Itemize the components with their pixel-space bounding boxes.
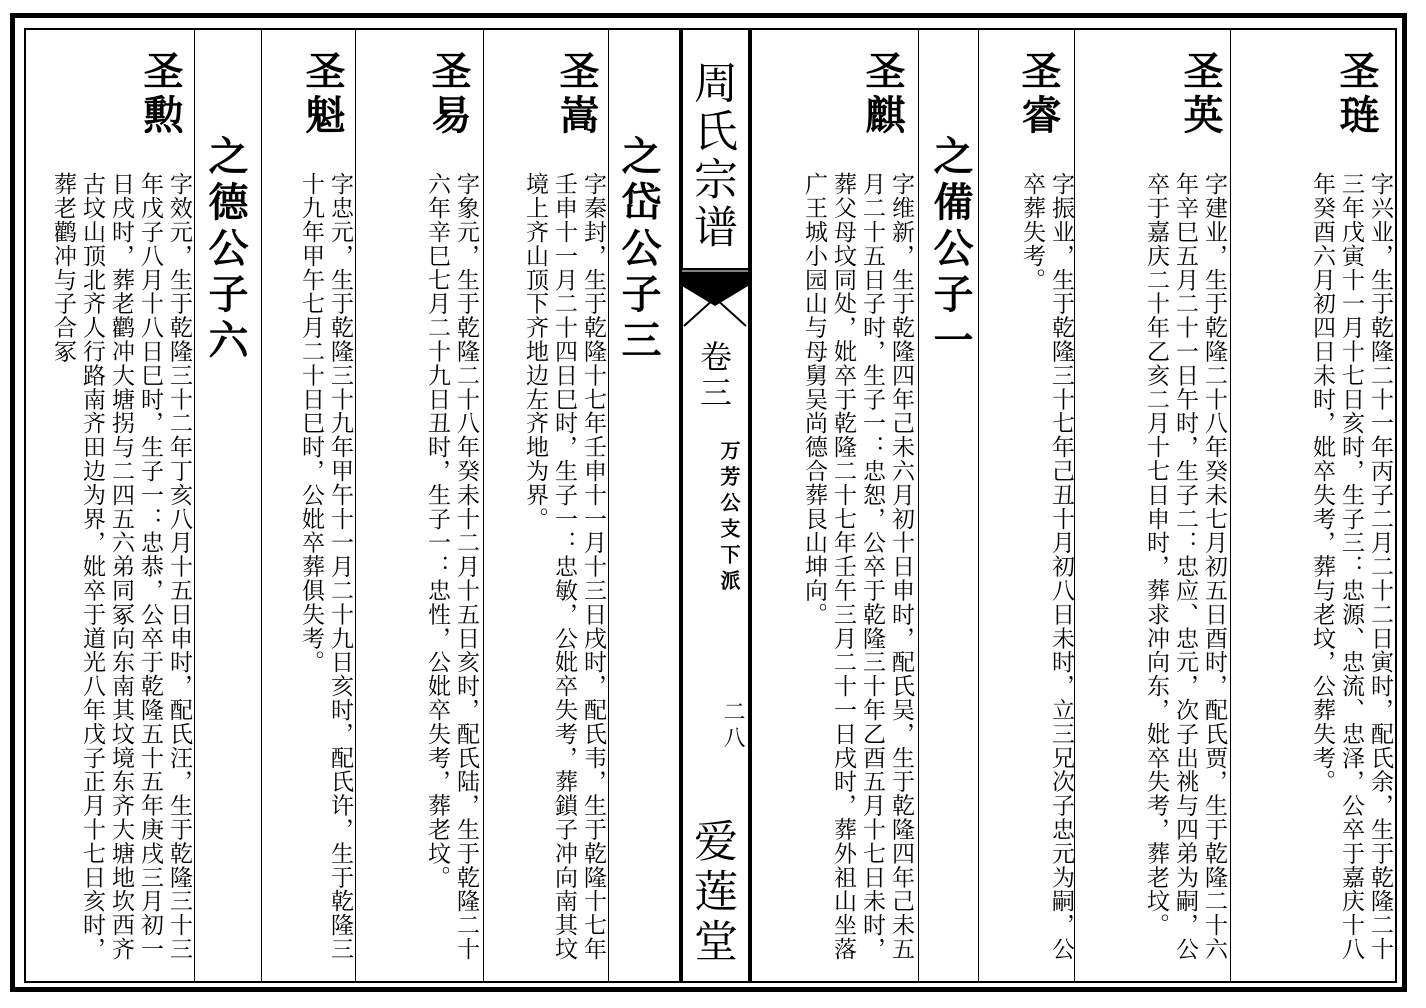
entry-name: 圣嵩 <box>553 50 600 138</box>
entry-text: 字效元，生于乾隆三十二年丁亥八月十五日申时，配氏汪，生于乾隆三十三年戊子八月十八日巳时，生子一：忠恭，公卒于乾隆五十五年庚戌三月初一日戌时，葬老鹳冲大塘拐与二四五六弟同冢向东南其坟境东齐大塘地坎西齐古坟山顶北齐人行路南齐田边为界，妣卒于道光八年戊子正月十七日亥时，葬老鹳冲与子合冢 <box>50 172 192 961</box>
fishtail-ornament <box>682 268 748 328</box>
column-divider <box>261 30 262 981</box>
entry-text: 字秦封，生于乾隆十七年壬申十一月十三日戌时，配氏韦，生于乾隆十七年壬申十一月二十四日巳时，生子一：忠敏，公妣卒失考，葬鎖子冲向南其坟境上齐山顶下齐地边左齐地为界。 <box>522 172 606 961</box>
entry-name: 圣睿 <box>1015 50 1062 138</box>
entry-name: 圣勲 <box>137 50 184 138</box>
entry-text: 字维新，生于乾隆四年己未六月初十日申时，配氏吴，生于乾隆四年己未五月二十五日子时，生子一：忠恕，公卒于乾隆三十年乙酉五月十七日未时，葬父母坟同处，妣卒于乾隆二十七年壬午三月二十一日戌时，葬外祖山坐落广王城小园山与母舅吴尚德合葬艮山坤向。 <box>801 172 914 961</box>
volume-label: 卷三 <box>695 340 733 412</box>
entry-text: 字忠元，生于乾隆三十九年甲午十一月二十九日亥时，配氏许，生于乾隆三十九年甲午七月二十日巳时，公妣卒葬俱失考。 <box>298 172 353 961</box>
entry-text: 字振业，生于乾隆三十七年己丑十月初八日未时，立三兄次子忠元为嗣，公卒葬失考。 <box>1019 172 1074 961</box>
hall-name: 爱莲堂 <box>686 818 737 968</box>
entry-name: 圣琏 <box>1333 50 1380 138</box>
branch-label: 万芳公支下派 <box>717 440 741 596</box>
generation-heading: 之備公子一 <box>927 135 974 365</box>
column-divider <box>1230 30 1231 981</box>
entry-text: 字兴业，生于乾隆二十一年丙子二月二十二日寅时，配氏余，生于乾隆二十三年戊寅十一月十七日亥时，生子三：忠源、忠流、忠泽，公卒于嘉庆十八年癸酉六月初四日未时，妣卒失考，葬与老坟，公葬失考。 <box>1309 172 1393 961</box>
entry-name: 圣麒 <box>859 50 906 138</box>
spine-divider-left <box>679 30 683 981</box>
entry-text: 字建业，生于乾隆二十八年癸未七月初五日酉时，配氏贾，生于乾隆二十六年辛巳五月二十一日午时，生子二：忠应、忠元，次子出祧与四弟为嗣，公卒于嘉庆二十年乙亥二月十七日申时，葬求冲向东，妣卒失考，葬老坟。 <box>1143 172 1227 961</box>
generation-heading: 之岱公子三 <box>615 135 662 365</box>
entry-name: 圣英 <box>1177 50 1224 138</box>
page-number: 二八 <box>720 700 745 752</box>
book-title: 周氏宗谱 <box>686 60 737 252</box>
column-divider <box>978 30 979 981</box>
spine-divider-right <box>748 30 752 981</box>
column-divider <box>194 30 195 981</box>
entry-name: 圣魁 <box>299 50 346 138</box>
generation-heading: 之德公子六 <box>202 135 249 365</box>
entry-name: 圣易 <box>425 50 472 138</box>
column-divider <box>608 30 609 981</box>
entry-text: 字象元，生于乾隆二十八年癸未十二月十五日亥时，配氏陆，生于乾隆二十六年辛巳七月二十九日丑时，生子一：忠性，公妣卒失考，葬老坟。 <box>424 172 479 961</box>
column-divider <box>355 30 356 981</box>
column-divider <box>918 30 919 981</box>
column-divider <box>483 30 484 981</box>
